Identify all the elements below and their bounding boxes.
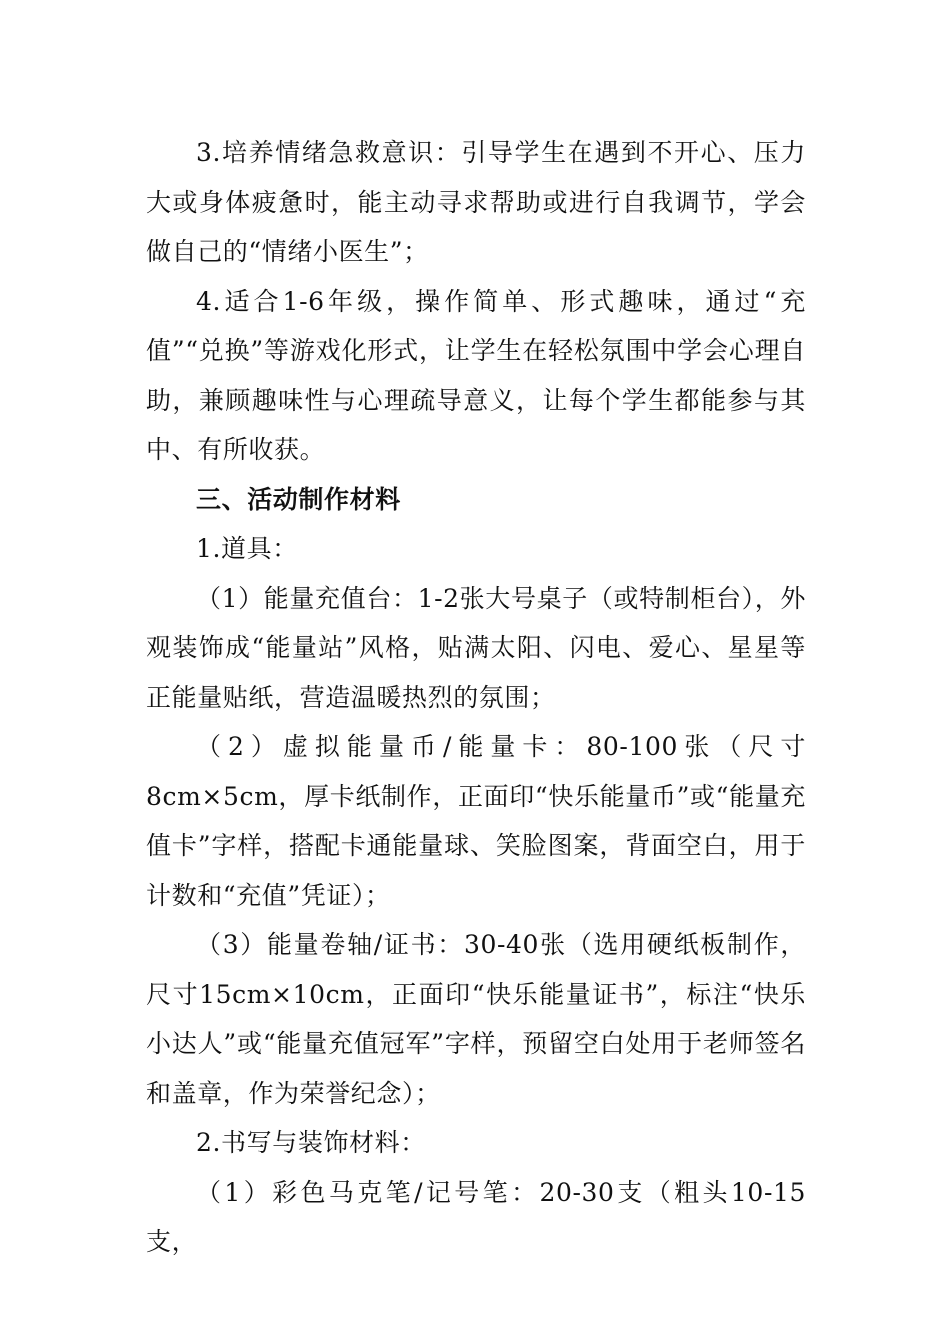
- subheading-writing-materials: 2.书写与装饰材料：: [196, 1128, 426, 1157]
- section-heading-materials: 三、活动制作材料: [196, 484, 401, 514]
- paragraph-markers: （1）彩色马克笔/记号笔：20-30支（粗头10-15支，: [146, 1177, 806, 1256]
- paragraph-goal-3: 3.培养情绪急救意识：引导学生在遇到不开心、压力大或身体疲惫时，能主动寻求帮助或进行自我调节，学会做自己的“情绪小医生”；: [146, 138, 806, 266]
- paragraph-energy-cards: （2）虚拟能量币/能量卡：80-100张（尺寸8cm×5cm，厚卡纸制作，正面印“快乐能量币”或“能量充值卡”字样，搭配卡通能量球、笑脸图案，背面空白，用于计数和“充值”凭证）；: [146, 732, 806, 910]
- paragraph-energy-certificate: （3）能量卷轴/证书：30-40张（选用硬纸板制作，尺寸15cm×10cm，正面印“快乐能量证书”，标注“快乐小达人”或“能量充值冠军”字样，预留空白处用于老师签名和盖章，作为荣誉纪念）；: [146, 930, 806, 1108]
- subheading-props: 1.道具：: [196, 534, 298, 563]
- paragraph-energy-station: （1）能量充值台：1-2张大号桌子（或特制柜台），外观装饰成“能量站”风格，贴满太阳、闪电、爱心、星星等正能量贴纸，营造温暖热烈的氛围；: [146, 583, 806, 712]
- paragraph-goal-4: 4.适合1-6年级，操作简单、形式趣味，通过“充值”“兑换”等游戏化形式，让学生在轻松氛围中学会心理自助，兼顾趣味性与心理疏导意义，让每个学生都能参与其中、有所收获。: [146, 286, 806, 464]
- document-body: [146, 128, 806, 1267]
